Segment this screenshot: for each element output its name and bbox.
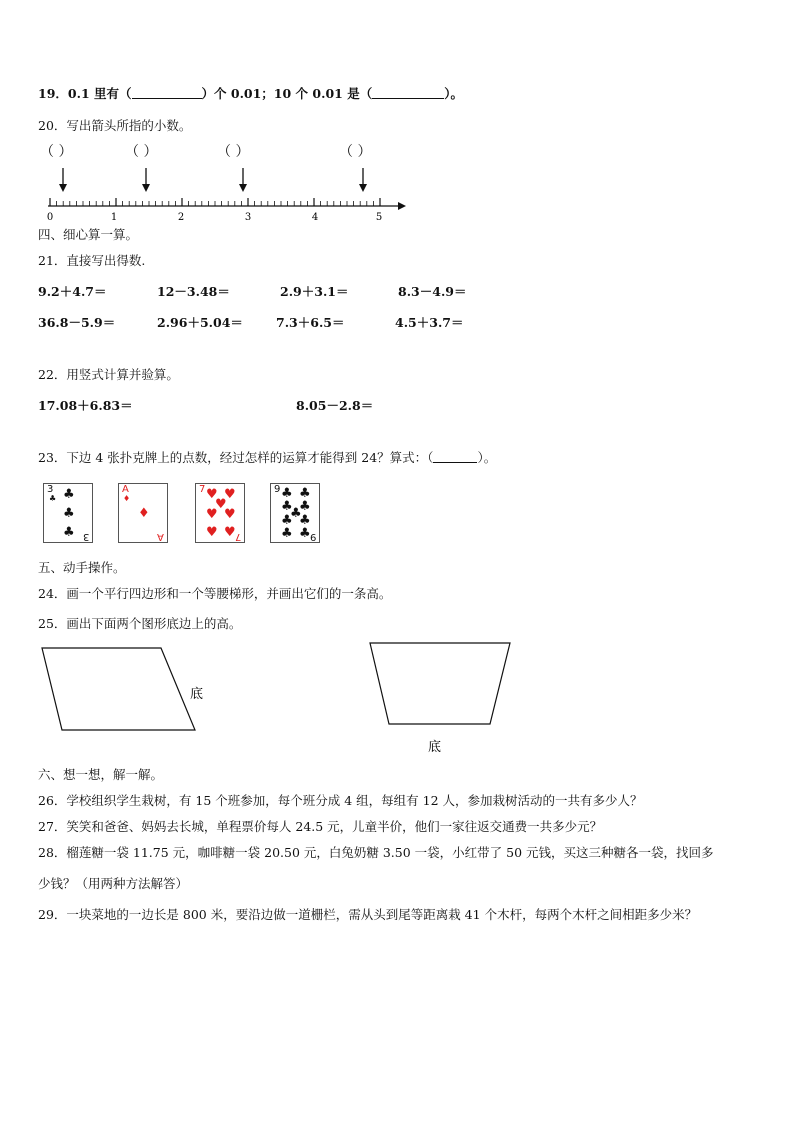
- calc-item: 36.8－5.9＝: [38, 315, 116, 330]
- question-23: [38, 448, 496, 466]
- question-22: 22．用竖式计算并验算。: [38, 367, 179, 382]
- heart-icon: ♥: [206, 487, 218, 502]
- card-rank: 3: [47, 484, 54, 495]
- card-rank: A: [157, 531, 164, 542]
- club-icon: ♣: [290, 506, 302, 521]
- question-23-text: 23．下边 4 张扑克牌上的点数，经过怎样的运算才能得到 24？算式：（: [38, 450, 434, 465]
- club-icon: ♣: [63, 487, 75, 502]
- diamond-icon: ♦: [123, 494, 131, 503]
- calc-item: 7.3＋6.5＝: [276, 315, 345, 330]
- playing-card-3-clubs: [43, 483, 93, 543]
- question-26: 26．学校组织学生栽树，有 15 个班参加，每个班分成 4 组，每组有 12 人，参加栽树活动的一共有多少人？: [38, 793, 643, 808]
- club-icon: ♣: [299, 526, 311, 541]
- club-icon: ♣: [281, 513, 293, 528]
- section-4-heading: 四、细心算一算。: [38, 227, 139, 242]
- number-line: [0, 160, 420, 224]
- club-icon: ♣: [49, 494, 57, 503]
- heart-icon: ♥: [206, 507, 218, 522]
- card-rank: 9: [309, 531, 316, 542]
- club-icon: ♣: [299, 486, 311, 501]
- pointer-arrow: [239, 168, 247, 192]
- club-icon: ♣: [281, 499, 293, 514]
- question-19: [38, 84, 463, 102]
- card-rank: A: [122, 484, 129, 495]
- vertical-calc-item: 8.05－2.8＝: [296, 398, 374, 413]
- answer-paren-3[interactable]: （ ）: [217, 144, 250, 160]
- heart-icon: ♥: [224, 487, 236, 502]
- heart-icon: ♥: [215, 497, 227, 512]
- pointer-arrow: [359, 168, 367, 192]
- number-line-ticks: [50, 198, 380, 206]
- section-6-heading: 六、想一想，解一解。: [38, 767, 164, 782]
- heart-icon: ♥: [224, 525, 236, 540]
- calc-item: 9.2＋4.7＝: [38, 284, 107, 299]
- playing-card-9-clubs: [270, 483, 320, 543]
- pointer-arrow: [142, 168, 150, 192]
- calc-item: 12－3.48＝: [157, 284, 230, 299]
- answer-paren-1[interactable]: （ ）: [40, 144, 73, 160]
- calc-item: 8.3－4.9＝: [398, 284, 467, 299]
- tick-label-4: 4: [311, 212, 319, 223]
- question-19-part3: ）。: [444, 86, 463, 101]
- trapezoid-base-label: 底: [428, 740, 442, 755]
- question-19-part1: 0.1 里有（: [67, 86, 132, 101]
- tick-label-2: 2: [177, 212, 185, 223]
- club-icon: ♣: [63, 506, 75, 521]
- question-20: 20．写出箭头所指的小数。: [38, 118, 192, 133]
- shapes-figure: [0, 640, 520, 760]
- club-icon: ♣: [281, 526, 293, 541]
- parallelogram-shape: [42, 648, 195, 730]
- heart-icon: ♥: [206, 525, 218, 540]
- tick-label-3: 3: [244, 212, 252, 223]
- card-rank: 7: [234, 531, 241, 542]
- question-19-number: 19．: [38, 86, 68, 101]
- question-28-continued: 少钱？（用两种方法解答）: [38, 876, 189, 891]
- question-19-part2: ）个 0.01；10 个 0.01 是（: [201, 86, 373, 101]
- question-25: 25．画出下面两个图形底边上的高。: [38, 616, 242, 631]
- club-icon: ♣: [299, 499, 311, 514]
- question-29: 29．一块菜地的一边长是 800 米，要沿边做一道栅栏，需从头到尾等距离栽 41 个木杆，每两个木杆之间相距多少米？: [38, 907, 698, 922]
- tick-label-1: 1: [110, 212, 118, 223]
- question-21: 21．直接写出得数.: [38, 253, 146, 268]
- question-23-end: ）。: [477, 450, 497, 465]
- question-28: 28．榴莲糖一袋 11.75 元，咖啡糖一袋 20.50 元，白兔奶糖 3.50 一袋，小红带了 50 元钱，买这三种糖各一袋，找回多: [38, 845, 714, 860]
- vertical-calc-item: 17.08＋6.83＝: [38, 398, 133, 413]
- calc-item: 2.9＋3.1＝: [280, 284, 349, 299]
- playing-card-7-hearts: [195, 483, 245, 543]
- question-24: 24．画一个平行四边形和一个等腰梯形，并画出它们的一条高。: [38, 586, 392, 601]
- answer-blank[interactable]: [132, 87, 202, 99]
- playing-card-ace-diamonds: [118, 483, 168, 543]
- heart-icon: ♥: [224, 507, 236, 522]
- answer-paren-4[interactable]: （ ）: [339, 144, 372, 160]
- question-27: 27．笑笑和爸爸、妈妈去长城，单程票价每人 24.5 元，儿童半价，他们一家往返交通费一共多少元？: [38, 819, 603, 834]
- card-rank: 3: [82, 531, 89, 542]
- club-icon: ♣: [281, 486, 293, 501]
- answer-paren-2[interactable]: （ ）: [125, 144, 158, 160]
- calc-item: 2.96＋5.04＝: [157, 315, 243, 330]
- parallelogram-base-label: 底: [190, 687, 204, 702]
- tick-label-0: 0: [46, 212, 54, 223]
- pointer-arrow: [59, 168, 67, 192]
- card-rank: 7: [199, 484, 206, 495]
- club-icon: ♣: [63, 525, 75, 540]
- tick-label-5: 5: [375, 212, 383, 223]
- calc-item: 4.5＋3.7＝: [395, 315, 464, 330]
- card-rank: 9: [274, 484, 281, 495]
- number-line-arrowhead: [398, 202, 406, 210]
- section-5-heading: 五、动手操作。: [38, 560, 126, 575]
- answer-blank[interactable]: [433, 451, 477, 463]
- diamond-icon: ♦: [138, 506, 150, 521]
- club-icon: ♣: [299, 513, 311, 528]
- trapezoid-shape: [370, 643, 510, 724]
- answer-blank[interactable]: [372, 87, 444, 99]
